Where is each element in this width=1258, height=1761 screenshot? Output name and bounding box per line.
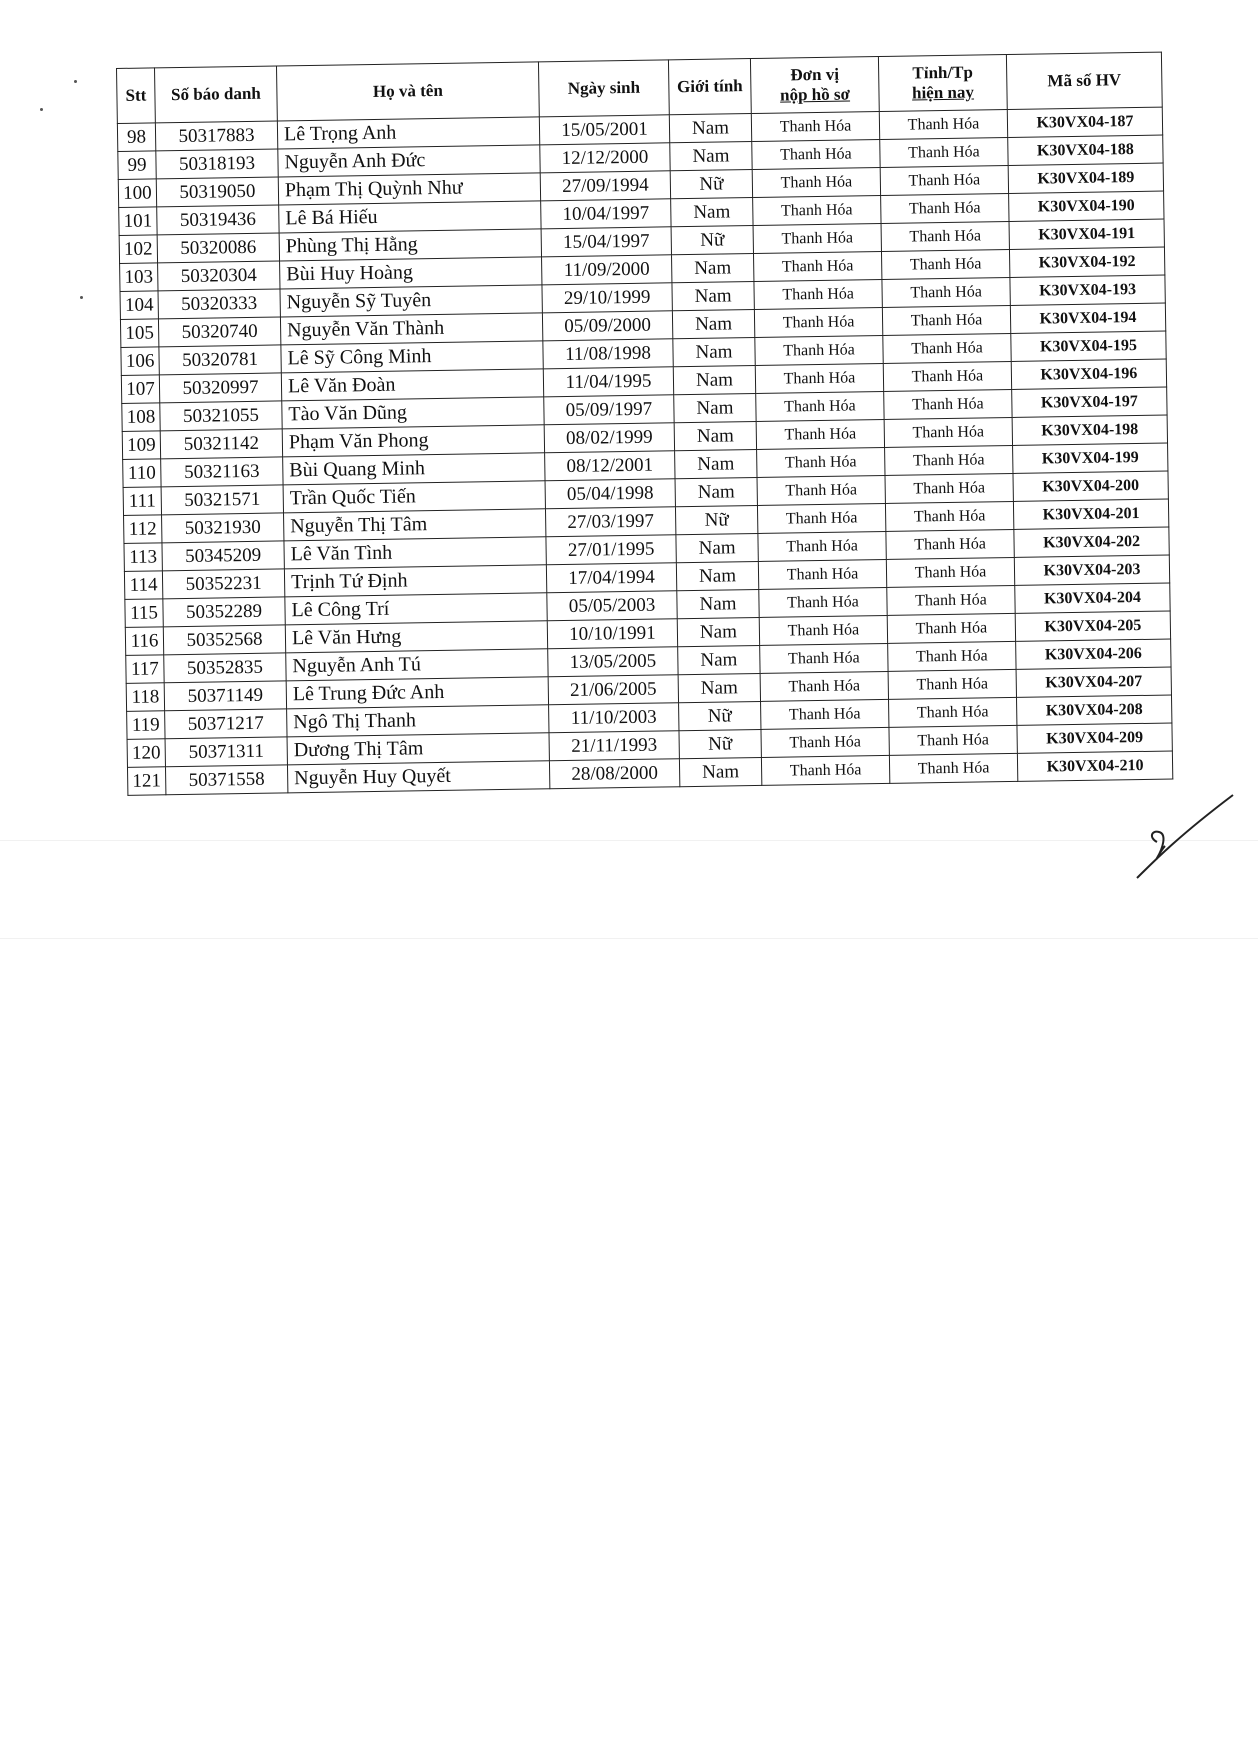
row-candidate-number: 50320740 <box>158 317 280 347</box>
scan-speck <box>80 296 83 299</box>
row-current-province: Thanh Hóa <box>884 417 1012 447</box>
row-current-province: Thanh Hóa <box>885 501 1013 531</box>
row-stt: 108 <box>122 403 160 432</box>
row-full-name: Bùi Huy Hoàng <box>280 257 542 289</box>
row-candidate-number: 50320333 <box>158 289 280 319</box>
row-current-province: Thanh Hóa <box>888 641 1016 671</box>
row-full-name: Lê Sỹ Công Minh <box>281 341 543 373</box>
row-gender: Nam <box>677 589 759 618</box>
scan-artifact-line <box>0 840 1258 841</box>
row-candidate-number: 50318193 <box>156 149 278 179</box>
row-date-of-birth: 11/10/2003 <box>549 703 679 733</box>
row-candidate-number: 50345209 <box>162 541 284 571</box>
row-gender: Nam <box>670 142 752 171</box>
row-submitting-unit: Thanh Hóa <box>752 140 880 170</box>
row-date-of-birth: 12/12/2000 <box>540 143 670 173</box>
row-stt: 109 <box>122 431 160 460</box>
row-current-province: Thanh Hóa <box>881 221 1009 251</box>
row-submitting-unit: Thanh Hóa <box>761 755 889 785</box>
row-student-code: K30VX04-197 <box>1012 387 1167 417</box>
row-student-code: K30VX04-193 <box>1010 275 1165 305</box>
row-candidate-number: 50320086 <box>157 233 279 263</box>
document-table-container <box>116 52 1172 796</box>
row-submitting-unit: Thanh Hóa <box>758 531 886 561</box>
row-student-code: K30VX04-200 <box>1013 471 1168 501</box>
header-current-province-line2: hiện nay <box>911 82 975 103</box>
row-current-province: Thanh Hóa <box>886 529 1014 559</box>
row-current-province: Thanh Hóa <box>889 753 1017 783</box>
row-stt: 112 <box>124 515 162 544</box>
row-date-of-birth: 08/12/2001 <box>545 451 675 481</box>
row-submitting-unit: Thanh Hóa <box>758 559 886 589</box>
row-date-of-birth: 15/04/1997 <box>541 227 671 257</box>
row-full-name: Nguyễn Văn Thành <box>280 313 542 345</box>
row-full-name: Ngô Thị Thanh <box>287 705 549 737</box>
row-gender: Nam <box>672 254 754 283</box>
row-student-code: K30VX04-204 <box>1015 583 1170 613</box>
header-stt: Stt <box>117 68 156 124</box>
row-student-code: K30VX04-194 <box>1010 303 1165 333</box>
scan-artifact-line <box>0 938 1258 939</box>
row-stt: 113 <box>124 543 162 572</box>
row-stt: 102 <box>119 235 157 264</box>
row-current-province: Thanh Hóa <box>881 249 1009 279</box>
row-student-code: K30VX04-191 <box>1009 219 1164 249</box>
row-gender: Nữ <box>675 505 757 534</box>
row-candidate-number: 50371311 <box>165 737 287 767</box>
row-candidate-number: 50317883 <box>155 121 277 151</box>
row-submitting-unit: Thanh Hóa <box>757 475 885 505</box>
row-current-province: Thanh Hóa <box>879 110 1007 140</box>
row-full-name: Phùng Thị Hằng <box>279 229 541 261</box>
row-stt: 99 <box>118 151 156 180</box>
row-current-province: Thanh Hóa <box>885 445 1013 475</box>
scan-speck <box>74 80 77 83</box>
row-full-name: Lê Công Trí <box>285 593 547 625</box>
row-student-code: K30VX04-209 <box>1017 723 1172 753</box>
row-stt: 114 <box>124 571 162 600</box>
row-submitting-unit: Thanh Hóa <box>752 168 880 198</box>
row-current-province: Thanh Hóa <box>880 165 1008 195</box>
row-submitting-unit: Thanh Hóa <box>760 671 888 701</box>
row-date-of-birth: 05/09/1997 <box>544 395 674 425</box>
row-stt: 118 <box>126 683 164 712</box>
row-student-code: K30VX04-189 <box>1008 163 1163 193</box>
row-student-code: K30VX04-210 <box>1017 751 1172 781</box>
row-candidate-number: 50320304 <box>158 261 280 291</box>
row-full-name: Phạm Văn Phong <box>282 425 544 457</box>
row-gender: Nam <box>678 645 760 674</box>
row-candidate-number: 50371149 <box>164 681 286 711</box>
row-submitting-unit: Thanh Hóa <box>753 224 881 254</box>
row-student-code: K30VX04-203 <box>1014 555 1169 585</box>
row-date-of-birth: 28/08/2000 <box>549 759 679 789</box>
row-submitting-unit: Thanh Hóa <box>761 727 889 757</box>
row-date-of-birth: 10/10/1991 <box>547 619 677 649</box>
student-list-table <box>116 52 1173 796</box>
row-gender: Nam <box>671 198 753 227</box>
row-candidate-number: 50319436 <box>157 205 279 235</box>
scan-speck <box>40 108 43 111</box>
row-gender: Nữ <box>679 701 761 730</box>
row-submitting-unit: Thanh Hóa <box>751 112 879 142</box>
row-gender: Nữ <box>670 170 752 199</box>
row-current-province: Thanh Hóa <box>885 473 1013 503</box>
row-full-name: Trần Quốc Tiến <box>283 481 545 513</box>
row-date-of-birth: 29/10/1999 <box>542 283 672 313</box>
row-full-name: Lê Trọng Anh <box>277 117 539 149</box>
row-candidate-number: 50352568 <box>163 625 285 655</box>
header-full-name: Họ và tên <box>276 62 539 121</box>
row-date-of-birth: 21/06/2005 <box>548 675 678 705</box>
row-student-code: K30VX04-208 <box>1016 695 1171 725</box>
row-full-name: Lê Văn Đoàn <box>281 369 543 401</box>
row-student-code: K30VX04-205 <box>1015 611 1170 641</box>
row-date-of-birth: 08/02/1999 <box>544 423 674 453</box>
row-stt: 119 <box>127 711 165 740</box>
header-submitting-unit-line2: nộp hồ sơ <box>779 84 851 105</box>
row-candidate-number: 50352231 <box>162 569 284 599</box>
row-submitting-unit: Thanh Hóa <box>753 196 881 226</box>
row-date-of-birth: 27/01/1995 <box>546 535 676 565</box>
row-student-code: K30VX04-192 <box>1009 247 1164 277</box>
header-submitting-unit-line1: Đơn vị <box>790 64 840 85</box>
row-submitting-unit: Thanh Hóa <box>757 503 885 533</box>
row-gender: Nam <box>673 337 755 366</box>
row-student-code: K30VX04-188 <box>1008 135 1163 165</box>
row-date-of-birth: 11/04/1995 <box>543 367 673 397</box>
row-gender: Nam <box>678 673 760 702</box>
row-stt: 105 <box>120 319 158 348</box>
row-gender: Nam <box>672 282 754 311</box>
row-date-of-birth: 27/03/1997 <box>545 507 675 537</box>
row-gender: Nam <box>675 477 757 506</box>
row-student-code: K30VX04-196 <box>1011 359 1166 389</box>
row-current-province: Thanh Hóa <box>883 333 1011 363</box>
row-full-name: Nguyễn Huy Quyết <box>287 761 549 793</box>
row-candidate-number: 50320997 <box>159 373 281 403</box>
row-candidate-number: 50321930 <box>162 513 284 543</box>
row-stt: 103 <box>120 263 158 292</box>
row-stt: 121 <box>127 767 165 796</box>
row-stt: 120 <box>127 739 165 768</box>
row-candidate-number: 50371217 <box>165 709 287 739</box>
row-full-name: Nguyễn Anh Đức <box>278 145 540 177</box>
row-full-name: Lê Trung Đức Anh <box>286 677 548 709</box>
row-candidate-number: 50352835 <box>164 653 286 683</box>
row-date-of-birth: 13/05/2005 <box>548 647 678 677</box>
row-gender: Nam <box>676 533 758 562</box>
row-gender: Nam <box>677 617 759 646</box>
row-stt: 115 <box>125 599 163 628</box>
row-date-of-birth: 10/04/1997 <box>541 199 671 229</box>
row-stt: 101 <box>119 207 157 236</box>
row-date-of-birth: 21/11/1993 <box>549 731 679 761</box>
row-date-of-birth: 27/09/1994 <box>540 171 670 201</box>
row-stt: 117 <box>126 655 164 684</box>
row-stt: 107 <box>121 375 159 404</box>
row-candidate-number: 50352289 <box>163 597 285 627</box>
row-stt: 104 <box>120 291 158 320</box>
row-date-of-birth: 05/09/2000 <box>542 311 672 341</box>
row-gender: Nữ <box>679 729 761 758</box>
row-submitting-unit: Thanh Hóa <box>760 643 888 673</box>
row-candidate-number: 50320781 <box>159 345 281 375</box>
row-full-name: Lê Văn Hưng <box>285 621 547 653</box>
header-student-code: Mã số HV <box>1006 52 1162 109</box>
row-date-of-birth: 05/04/1998 <box>545 479 675 509</box>
row-current-province: Thanh Hóa <box>888 669 1016 699</box>
row-gender: Nam <box>673 365 755 394</box>
row-submitting-unit: Thanh Hóa <box>754 279 882 309</box>
row-student-code: K30VX04-190 <box>1009 191 1164 221</box>
row-submitting-unit: Thanh Hóa <box>761 699 889 729</box>
row-full-name: Phạm Thị Quỳnh Như <box>278 173 540 205</box>
row-full-name: Dương Thị Tâm <box>287 733 549 765</box>
row-current-province: Thanh Hóa <box>883 361 1011 391</box>
row-gender: Nam <box>679 757 761 786</box>
row-submitting-unit: Thanh Hóa <box>759 587 887 617</box>
row-full-name: Lê Bá Hiếu <box>279 201 541 233</box>
row-gender: Nam <box>669 114 751 143</box>
row-candidate-number: 50371558 <box>165 765 287 795</box>
row-submitting-unit: Thanh Hóa <box>756 419 884 449</box>
row-full-name: Nguyễn Sỹ Tuyên <box>280 285 542 317</box>
row-student-code: K30VX04-195 <box>1011 331 1166 361</box>
row-current-province: Thanh Hóa <box>880 138 1008 168</box>
row-gender: Nam <box>674 421 756 450</box>
row-current-province: Thanh Hóa <box>884 389 1012 419</box>
row-student-code: K30VX04-199 <box>1013 443 1168 473</box>
row-stt: 98 <box>117 123 155 152</box>
row-current-province: Thanh Hóa <box>887 585 1015 615</box>
row-gender: Nam <box>674 393 756 422</box>
row-stt: 111 <box>123 487 161 516</box>
row-stt: 106 <box>121 347 159 376</box>
row-date-of-birth: 11/09/2000 <box>542 255 672 285</box>
row-candidate-number: 50321055 <box>160 401 282 431</box>
row-date-of-birth: 11/08/1998 <box>543 339 673 369</box>
row-stt: 100 <box>118 179 156 208</box>
header-date-of-birth: Ngày sinh <box>538 60 669 117</box>
row-stt: 110 <box>123 459 161 488</box>
row-full-name: Nguyễn Thị Tâm <box>284 509 546 541</box>
row-full-name: Lê Văn Tình <box>284 537 546 569</box>
row-current-province: Thanh Hóa <box>886 557 1014 587</box>
row-submitting-unit: Thanh Hóa <box>756 391 884 421</box>
row-gender: Nam <box>676 561 758 590</box>
row-full-name: Bùi Quang Minh <box>283 453 545 485</box>
row-candidate-number: 50321142 <box>160 429 282 459</box>
row-submitting-unit: Thanh Hóa <box>755 335 883 365</box>
row-submitting-unit: Thanh Hóa <box>753 251 881 281</box>
row-gender: Nam <box>675 449 757 478</box>
row-candidate-number: 50321571 <box>161 485 283 515</box>
row-current-province: Thanh Hóa <box>881 193 1009 223</box>
row-student-code: K30VX04-207 <box>1016 667 1171 697</box>
row-student-code: K30VX04-202 <box>1014 527 1169 557</box>
row-full-name: Nguyễn Anh Tú <box>286 649 548 681</box>
header-current-province-line1: Tỉnh/Tp <box>912 62 974 83</box>
header-current-province <box>878 55 1007 112</box>
row-student-code: K30VX04-187 <box>1007 107 1162 137</box>
row-submitting-unit: Thanh Hóa <box>754 307 882 337</box>
header-candidate-number: Số báo danh <box>155 66 278 123</box>
row-current-province: Thanh Hóa <box>889 725 1017 755</box>
row-candidate-number: 50319050 <box>156 177 278 207</box>
row-date-of-birth: 17/04/1994 <box>546 563 676 593</box>
row-student-code: K30VX04-198 <box>1012 415 1167 445</box>
row-full-name: Tào Văn Dũng <box>282 397 544 429</box>
header-submitting-unit <box>750 57 879 114</box>
table-body <box>117 107 1172 795</box>
row-submitting-unit: Thanh Hóa <box>755 363 883 393</box>
row-current-province: Thanh Hóa <box>882 305 1010 335</box>
row-stt: 116 <box>125 627 163 656</box>
row-full-name: Trịnh Tứ Định <box>284 565 546 597</box>
row-current-province: Thanh Hóa <box>882 277 1010 307</box>
row-gender: Nam <box>672 310 754 339</box>
row-date-of-birth: 05/05/2003 <box>547 591 677 621</box>
header-gender: Giới tính <box>668 59 751 115</box>
row-candidate-number: 50321163 <box>161 457 283 487</box>
row-student-code: K30VX04-206 <box>1016 639 1171 669</box>
row-gender: Nữ <box>671 226 753 255</box>
row-submitting-unit: Thanh Hóa <box>757 447 885 477</box>
row-student-code: K30VX04-201 <box>1013 499 1168 529</box>
row-submitting-unit: Thanh Hóa <box>759 615 887 645</box>
row-date-of-birth: 15/05/2001 <box>539 115 669 145</box>
signature-mark-icon <box>1135 790 1235 880</box>
row-current-province: Thanh Hóa <box>889 697 1017 727</box>
row-current-province: Thanh Hóa <box>887 613 1015 643</box>
